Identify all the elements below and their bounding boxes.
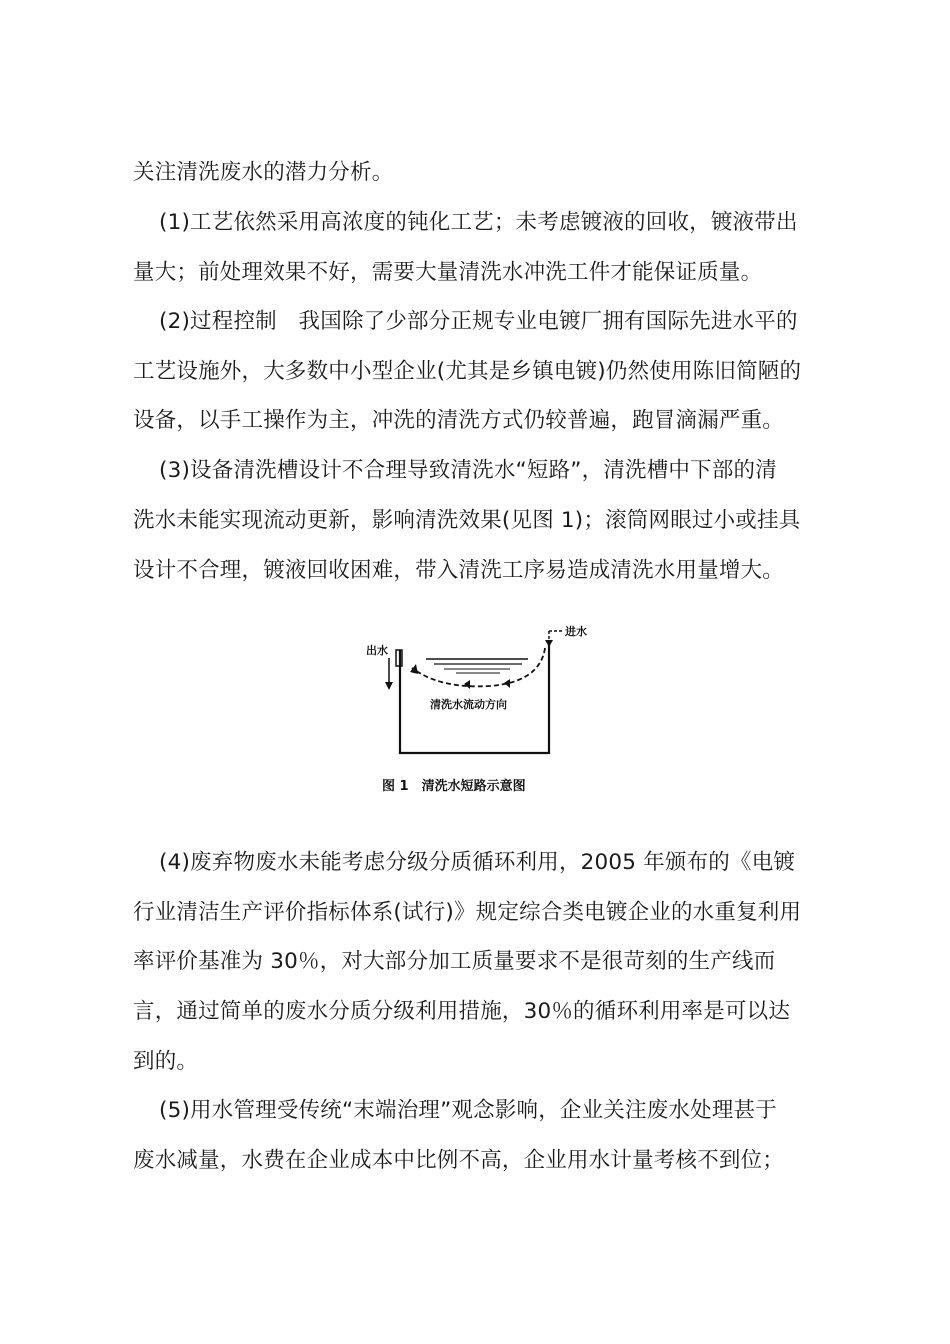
text-line: 设计不合理，镀液回收困难，带入清洗工序易造成清洗水用量增大。 [133, 558, 785, 583]
tank-diagram [360, 612, 605, 802]
text-line: (1)工艺依然采用高浓度的钝化工艺；未考虑镀液的回收，镀液带出 [159, 210, 798, 235]
text-line: 言，通过简单的废水分质分级利用措施，30％的循环利用率是可以达 [133, 999, 791, 1024]
text-line: (5)用水管理受传统“末端治理”观念影响，企业关注废水处理甚于 [159, 1098, 777, 1123]
text-line: (3)设备清洗槽设计不合理导致清洗水“短路”，清洗槽中下部的清 [159, 458, 777, 483]
flow-curve [412, 648, 545, 686]
tank-outline [400, 640, 549, 753]
text-line: 工艺设施外，大多数中小型企业(尤其是乡镇电镀)仍然使用陈旧简陋的 [133, 359, 802, 384]
outlet-arrow-head [385, 682, 393, 690]
text-line: 到的。 [133, 1049, 199, 1074]
text-line: 关注清洗废水的潜力分析。 [133, 160, 394, 185]
flow-direction-label: 清洗水流动方向 [430, 698, 507, 711]
outlet-label: 出水 [366, 644, 388, 657]
text-line: 行业清洁生产评价指标体系(试行)》规定综合类电镀企业的水重复利用 [133, 900, 802, 925]
text-line: 设备，以手工操作为主，冲洗的清洗方式仍较普遍，跑冒滴漏严重。 [133, 408, 785, 433]
text-line: 洗水未能实现流动更新，影响清洗效果(见图 1)；滚筒网眼过小或挂具 [133, 508, 801, 533]
figure-1-short-circuit-diagram [360, 612, 605, 802]
text-line: 率评价基准为 30％，对大部分加工质量要求不是很苛刻的生产线而 [133, 949, 776, 974]
inlet-arrow-head [545, 640, 553, 647]
figure-caption: 图 1 清洗水短路示意图 [382, 779, 526, 794]
text-line: (2)过程控制 我国除了少部分正规专业电镀厂拥有国际先进水平的 [159, 309, 798, 334]
text-line: 量大；前处理效果不好，需要大量清洗水冲洗工件才能保证质量。 [133, 260, 763, 285]
flow-arrow-head [410, 664, 418, 674]
text-line: 废水减量，水费在企业成本中比例不高，企业用水计量考核不到位； [133, 1148, 785, 1173]
text-line: (4)废弃物废水未能考虑分级分质循环利用，2005 年颁布的《电镀 [159, 850, 796, 875]
inlet-label: 进水 [565, 625, 587, 638]
